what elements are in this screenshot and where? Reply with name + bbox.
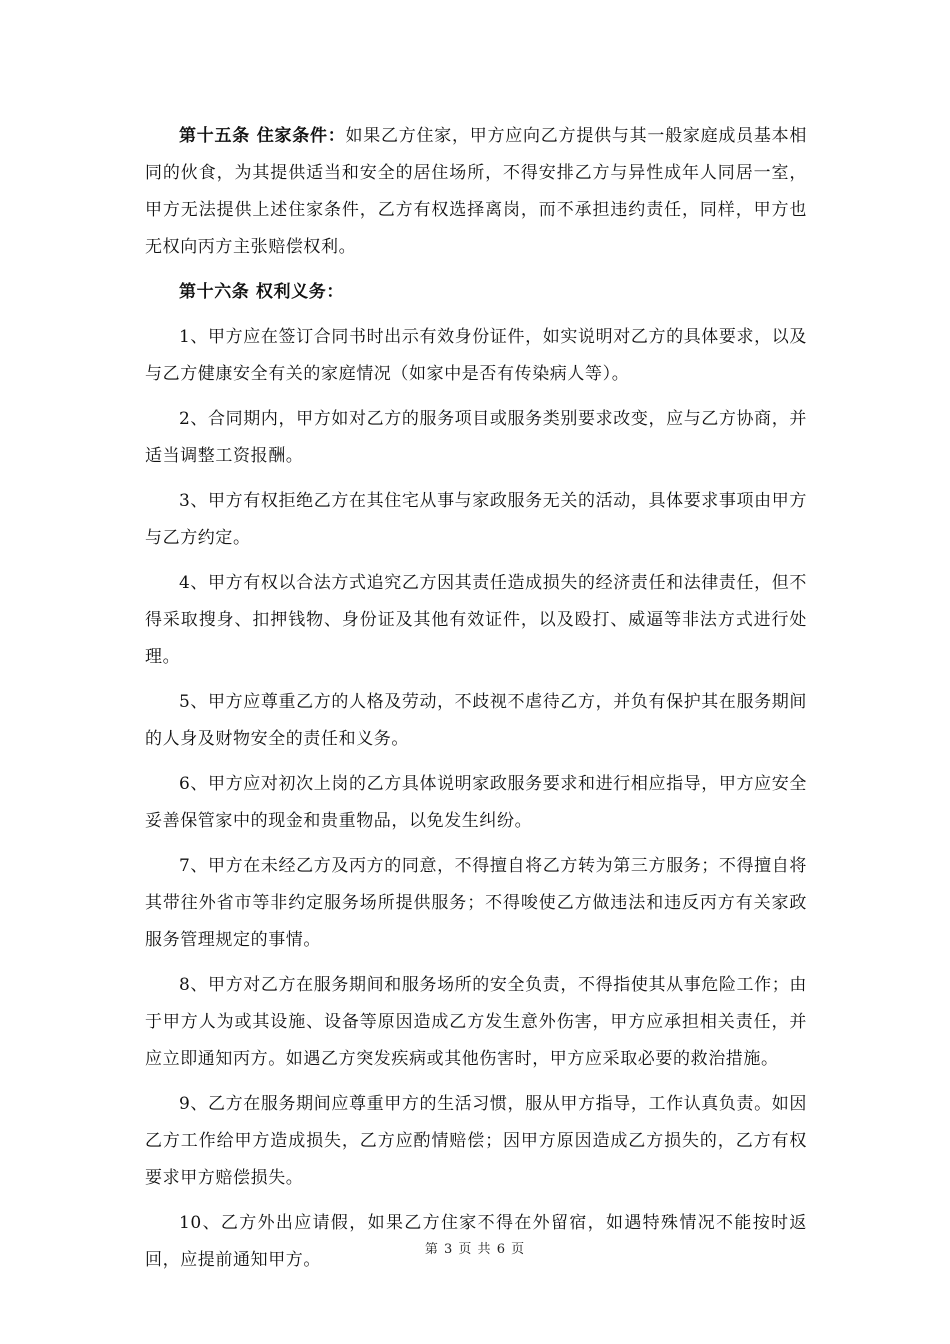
- article-16-item-4: 4、甲方有权以合法方式追究乙方因其责任造成损失的经济责任和法律责任，但不得采取搜身、扣押钱物、身份证及其他有效证件，以及殴打、威逼等非法方式进行处理。: [145, 573, 807, 667]
- article-16-item-8: 8、甲方对乙方在服务期间和服务场所的安全负责，不得指使其从事危险工作；由于甲方人为或其设施、设备等原因造成乙方发生意外伤害，甲方应承担相关责任，并应立即通知丙方。如遇乙方突发疾病或其他伤害时，甲方应采取必要的救治措施。: [145, 975, 807, 1069]
- article-15-paragraph: [145, 118, 807, 266]
- article-16-item-5: 5、甲方应尊重乙方的人格及劳动，不歧视不虐待乙方，并负有保护其在服务期间的人身及财物安全的责任和义务。: [145, 692, 807, 749]
- article-16-item-1: 1、甲方应在签订合同书时出示有效身份证件，如实说明对乙方的具体要求，以及与乙方健康安全有关的家庭情况（如家中是否有传染病人等）。: [145, 327, 807, 384]
- article-16-item-3: 3、甲方有权拒绝乙方在其住宅从事与家政服务无关的活动，具体要求事项由甲方与乙方约定。: [145, 491, 807, 548]
- article-16-heading: 第十六条 权利义务：: [179, 282, 344, 302]
- article-15-text: 如果乙方住家，甲方应向乙方提供与其一般家庭成员基本相同的伙食，为其提供适当和安全的居住场所，不得安排乙方与异性成年人同居一室，甲方无法提供上述住家条件，乙方有权选择离岗，而不承担违约责任，同样，甲方也无权向丙方主张赔偿权利。: [145, 126, 807, 257]
- article-16-item-9: 9、乙方在服务期间应尊重甲方的生活习惯，服从甲方指导，工作认真负责。如因乙方工作给甲方造成损失，乙方应酌情赔偿；因甲方原因造成乙方损失的，乙方有权要求甲方赔偿损失。: [145, 1094, 807, 1188]
- article-15-heading: 第十五条 住家条件：: [179, 126, 346, 146]
- article-16-item-6: 6、甲方应对初次上岗的乙方具体说明家政服务要求和进行相应指导，甲方应安全妥善保管家中的现金和贵重物品，以免发生纠纷。: [145, 774, 807, 831]
- article-16-item-10: 10、乙方外出应请假，如果乙方住家不得在外留宿，如遇特殊情况不能按时返回，应提前通知甲方。: [145, 1213, 807, 1270]
- page-number-footer: 第 3 页 共 6 页: [424, 1242, 526, 1257]
- document-body: [145, 118, 807, 1287]
- article-16-item-7: 7、甲方在未经乙方及丙方的同意，不得擅自将乙方转为第三方服务；不得擅自将其带往外省市等非约定服务场所提供服务；不得唆使乙方做违法和违反丙方有关家政服务管理规定的事情。: [145, 856, 807, 950]
- article-16-item-2: 2、合同期内，甲方如对乙方的服务项目或服务类别要求改变，应与乙方协商，并适当调整工资报酬。: [145, 409, 807, 466]
